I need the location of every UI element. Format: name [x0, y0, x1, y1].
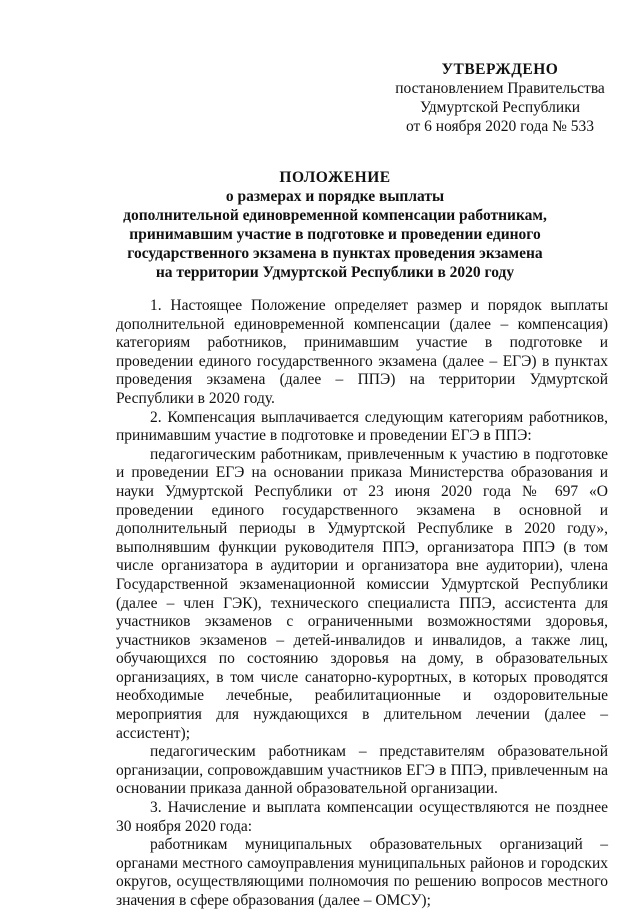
title-line: на территории Удмуртской Республики в 2020 году	[155, 264, 515, 281]
paragraph-2: 2. Компенсация выплачивается следующим категориям работников, принимавшим участие в подготовке и проведении ЕГЭ в ППЭ:	[116, 408, 608, 445]
title-line: государственного экзамена в пунктах проведения экзамена	[127, 245, 543, 262]
title-line: о размерах и порядке выплаты	[225, 188, 445, 205]
approval-authority: постановлением Правительства	[395, 80, 605, 97]
paragraph-1: 1. Настоящее Положение определяет размер и порядок выплаты дополнительной единовременной компенсации (далее – компенсация) категориям работников, принимавшим участие в подготовке и проведении единого государственного экзамена (далее – ЕГЭ) в пунктах проведения экзамена (далее – ППЭ) на территории Удмуртской Республики в 2020 году.	[116, 297, 608, 407]
title-line: дополнительной единовременной компенсации работникам,	[123, 207, 547, 224]
paragraph-2-item-1: педагогическим работникам, привлеченным к участию в подготовке и проведении ЕГЭ на основании приказа Министерства образования и науки Удмуртской Республики от 23 июня 2020 года № 697 «О проведении единого государственного экзамена в основной и дополнительный периоды в Удмуртской Республике в 2020 году», выполнявшим функции руководителя ППЭ, организатора ППЭ (в том числе организатора в аудитории и организатора вне аудитории), члена Государственной экзаменационной комиссии Удмуртской Республики (далее – член ГЭК), технического специалиста ППЭ, ассистента для участников экзаменов с ограниченными возможностями здоровья, участников экзаменов – детей-инвалидов и инвалидов, а также лиц, обучающихся по состоянию здоровья на дому, в образовательных организациях, в том числе санаторно-курортных, в которых проводятся необходимые лечебные, реабилитационные и оздоровительные мероприятия для нуждающихся в длительном лечении (далее – ассистент);	[116, 445, 608, 742]
approval-region: Удмуртской Республики	[419, 99, 581, 116]
document-body	[116, 297, 608, 911]
paragraph-3: 3. Начисление и выплата компенсации осуществляются не позднее 30 ноября 2020 года:	[116, 799, 608, 835]
approval-stamp	[380, 60, 620, 136]
title-main: ПОЛОЖЕНИЕ	[279, 169, 391, 186]
approval-heading: УТВЕРЖДЕНО	[441, 61, 559, 78]
document-title	[80, 168, 590, 282]
approval-date-number: от 6 ноября 2020 года № 533	[405, 118, 595, 135]
title-line: принимавшим участие в подготовке и проведении единого	[129, 226, 541, 243]
paragraph-2-item-2: педагогическим работникам – представителям образовательной организации, сопровождавшим участников ЕГЭ в ППЭ, привлеченным на основании приказа данной образовательной организации.	[116, 743, 608, 798]
paragraph-3-item-1: работникам муниципальных образовательных организаций – органами местного самоуправления муниципальных районов и городских округов, осуществляющими полномочия по решению вопросов местного значения в сфере образования (далее – ОМСУ);	[116, 836, 608, 909]
